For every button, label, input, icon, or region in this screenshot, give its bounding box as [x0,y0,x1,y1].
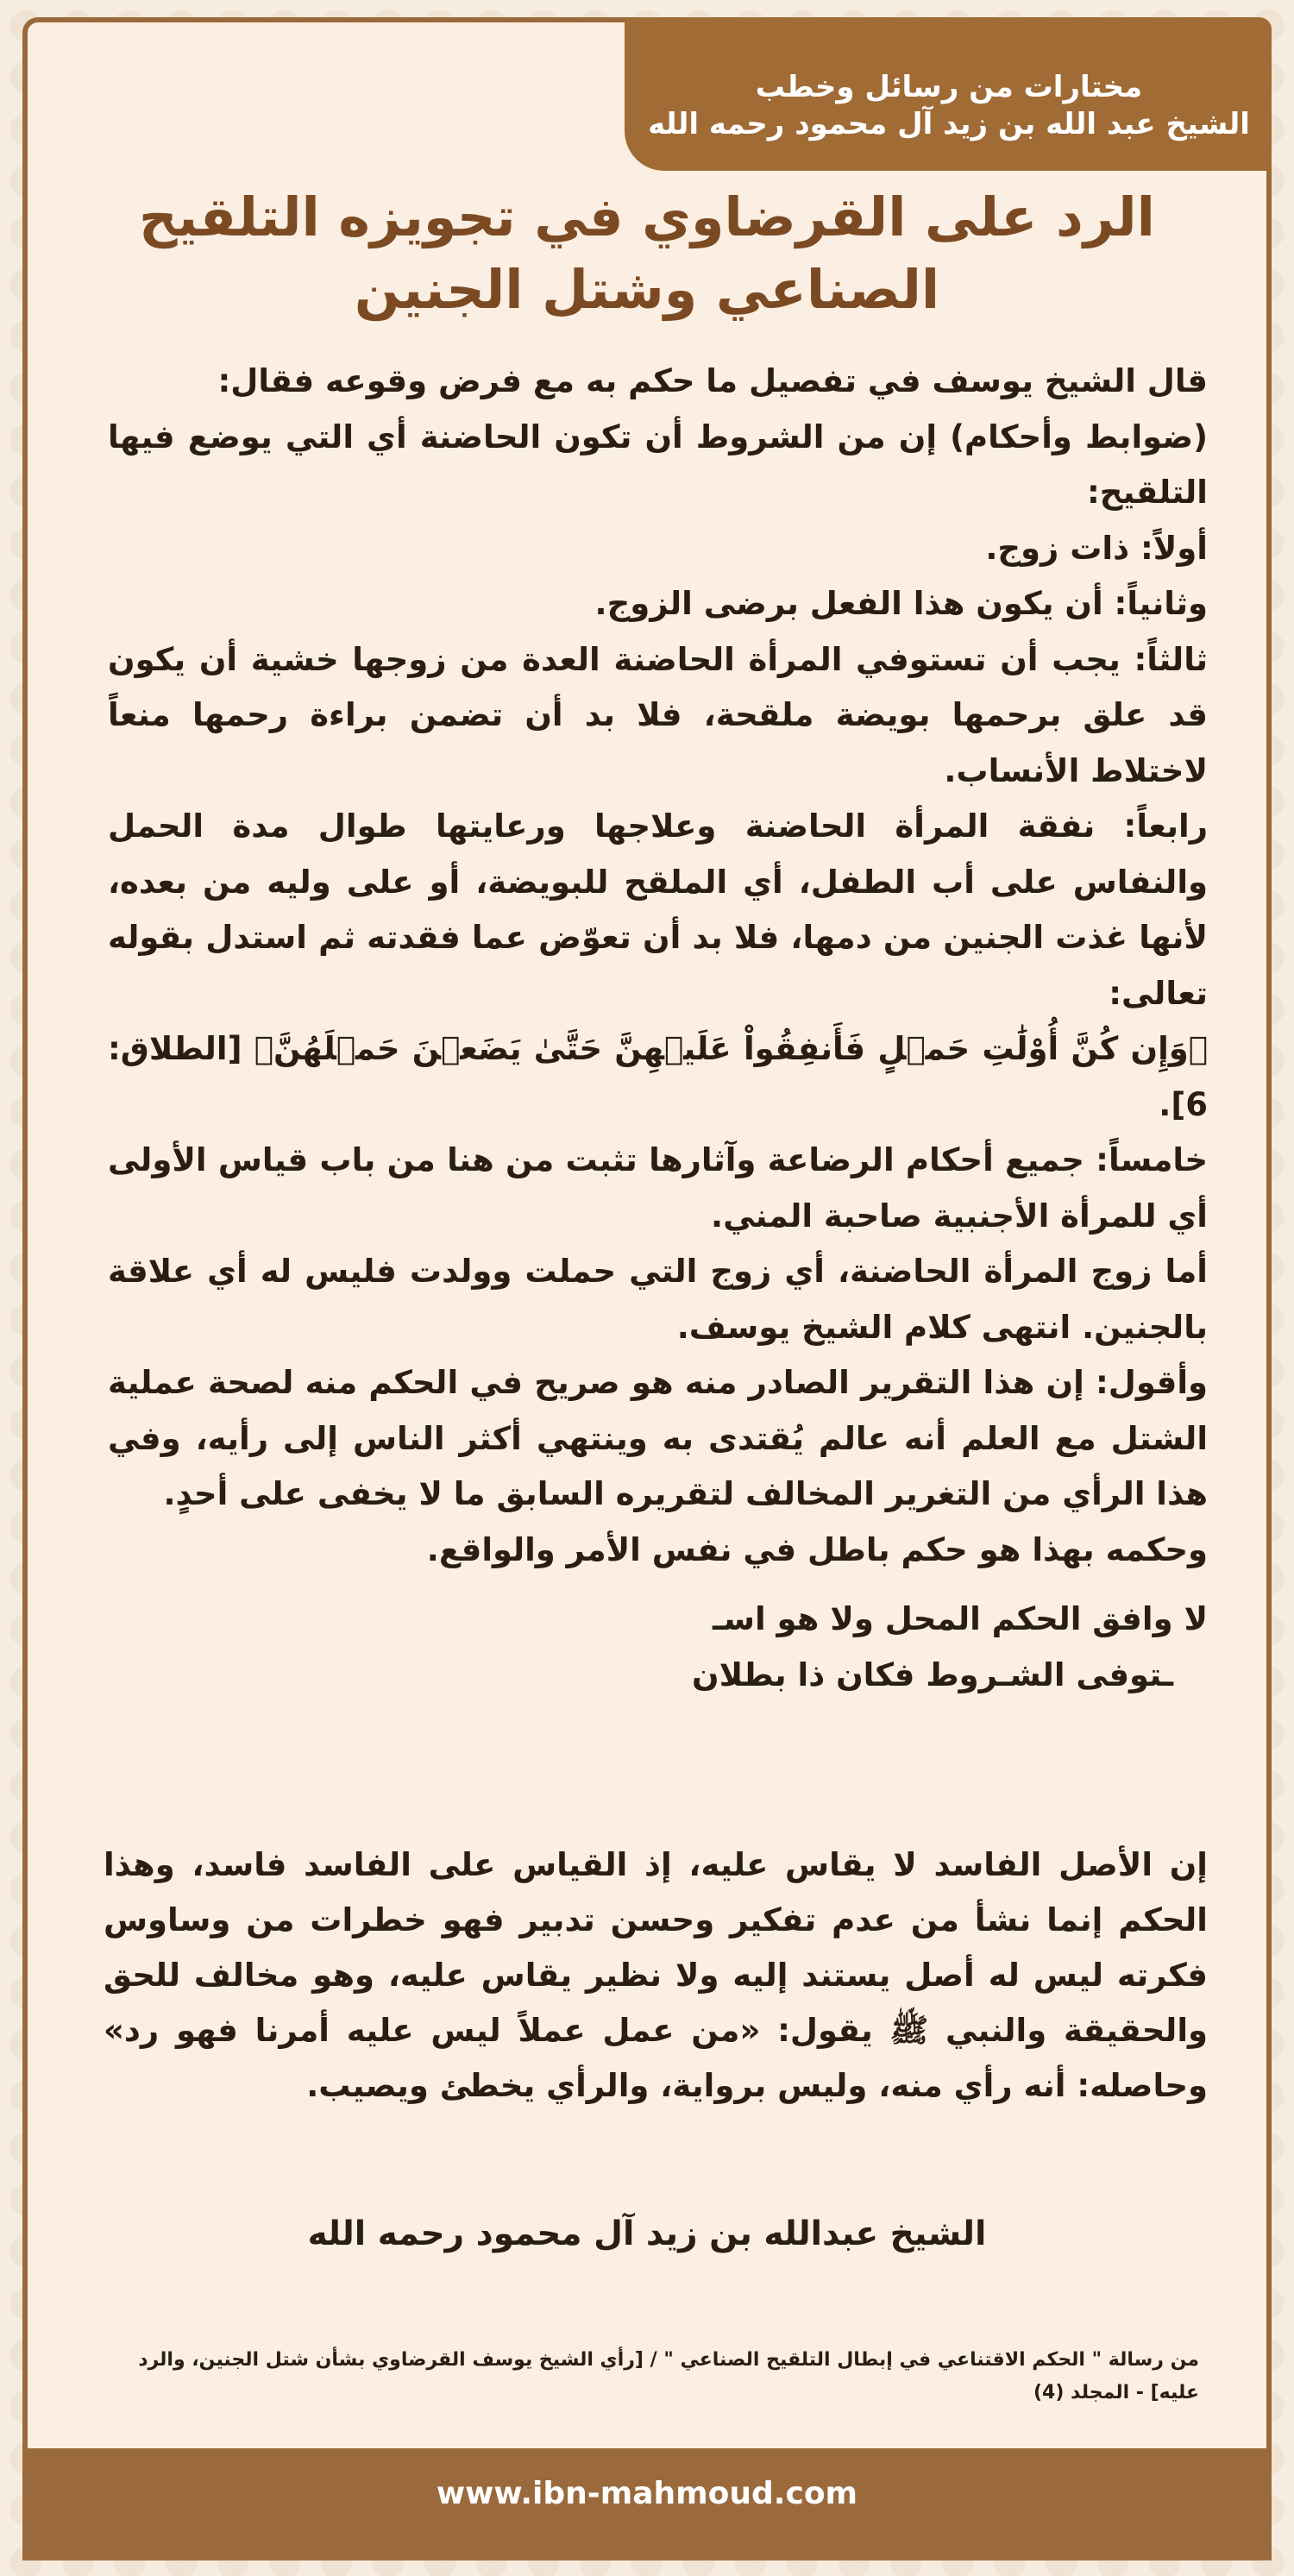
paragraph: قال الشيخ يوسف في تفصيل ما حكم به مع فرض وقوعه فقال: [217,362,1208,399]
paragraph: وأقول: إن هذا التقرير الصادر منه هو صريح في الحكم منه لصحة عملية الشتل مع العلم أنه عالم يُقتدى به وينتهي أكثر الناس إلى رأيه، وفي هذا الرأي من التغرير المخالف لتقريره السابق ما لا يخفى على أحدٍ. [108,1364,1208,1512]
series-header [647,69,1251,142]
poem-line-1: لا وافق الحكم المحل ولا هو اسـ [712,1600,1208,1637]
quran-verse: ﴿وَإِن كُنَّ أُوْلَٰتِ حَمۡلٍ فَأَنفِقُواْ عَلَيۡهِنَّ حَتَّىٰ يَضَعۡنَ حَمۡلَهُنَّ﴾ [الطلاق: 6]. [108,1030,1208,1123]
paragraph: أما زوج المرأة الحاضنة، أي زوج التي حملت وولدت فليس له أي علاقة بالجنين. انتهى كلام الشيخ يوسف. [108,1253,1208,1346]
source-footnote: من رسالة " الحكم الاقتناعي في إبطال التلقيح الصناعي " / [رأي الشيخ يوسف القرضاوي بشأن شتل الجنين، والرد عليه] - المجلد (4) [138,2349,1199,2403]
poem-verse [108,1592,1208,1703]
paragraph: وحكمه بهذا هو حكم باطل في نفس الأمر والواقع. [426,1530,1208,1568]
series-title: مختارات من رسائل وخطب [755,70,1143,104]
paragraph: وثانياً: أن يكون هذا الفعل برضى الزوج. [594,585,1208,622]
article-body [108,354,1208,1578]
paragraph: أولاً: ذات زوج. [985,529,1208,567]
article-title-line-1: الرد على القرضاوي في تجويزه التلقيح [139,185,1155,248]
paragraph: (ضوابط وأحكام) إن من الشروط أن تكون الحاضنة أي التي يوضع فيها التلقيح: [108,418,1208,511]
paragraph: ثالثاً: يجب أن تستوفي المرأة الحاضنة العدة من زوجها خشية أن يكون قد علق برحمها بويضة ملقحة، فلا بد أن تضمن براءة رحمها منعاً لاختلاط الأنساب. [108,640,1208,789]
closing-paragraph: إن الأصل الفاسد لا يقاس عليه، إذ القياس على الفاسد فاسد، وهذا الحكم إنما نشأ من عدم تفكير وحسن تدبير فهو خطرات من وساوس فكرته ليس له أصل يستند إليه ولا نظير يقاس عليه، وهو مخالف للحق والحقيقة والنبي ﷺ يقول: «من عمل عملاً ليس عليه أمرنا فهو رد» وحاصله: أنه رأي منه، وليس برواية، والرأي يخطئ ويصيب. [104,1846,1208,2104]
author-name-header: الشيخ عبد الله بن زيد آل محمود رحمه الله [648,106,1250,141]
paragraph: رابعاً: نفقة المرأة الحاضنة وعلاجها ورعايتها طوال مدة الحمل والنفاس على أب الطفل، أي الملقح للبويضة، أو على وليه من بعده، لأنها غذت الجنين من دمها، فلا بد أن تعوّض عما فقدته ثم استدل بقوله تعالى: [108,807,1208,1012]
paragraph: خامساً: جميع أحكام الرضاعة وآثارها تثبت من هنا من باب قياس الأولى أي للمرأة الأجنبية صاحبة المني. [108,1141,1208,1235]
website-link[interactable]: www.ibn-mahmoud.com [436,2476,858,2511]
article-title [95,181,1199,325]
article-title-line-2: الصناعي وشتل الجنين [354,257,940,321]
poem-line-2: ـتوفى الشـروط فكان ذا بطلان [692,1656,1173,1693]
signature: الشيخ عبدالله بن زيد آل محمود رحمه الله [307,2215,987,2253]
